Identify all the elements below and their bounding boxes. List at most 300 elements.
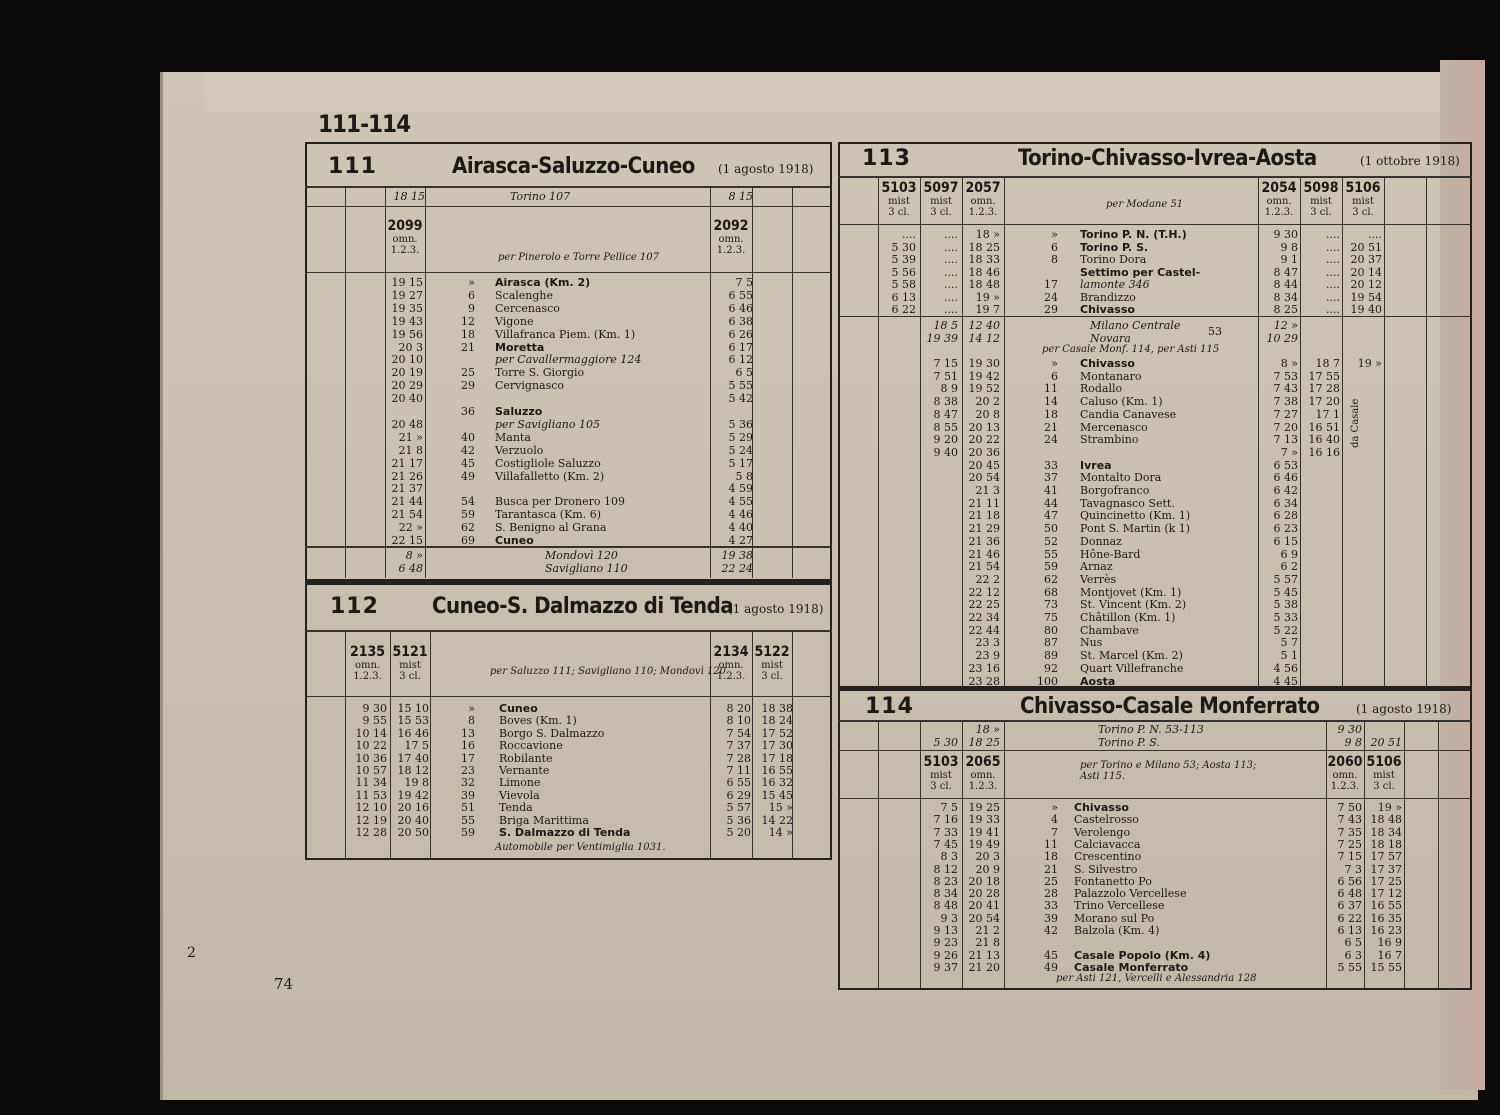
station-name: Candia Canavese	[1080, 407, 1177, 421]
train-class: 3 cl.	[399, 671, 421, 682]
arrival-time: 5 20	[726, 826, 751, 839]
table-row	[838, 887, 1472, 900]
station-name: Boves (Km. 1)	[499, 714, 577, 728]
km: 7	[1051, 825, 1058, 839]
departure-time: 18 48	[968, 278, 1000, 291]
departure-time: 11 34	[355, 776, 387, 790]
table-row	[838, 850, 1472, 863]
arrival-time: 9 8	[1280, 240, 1298, 254]
table-114-title: Chivasso-Casale Monferrato	[1020, 694, 1320, 719]
rule	[838, 798, 1472, 799]
departure-time: 19 8	[404, 776, 429, 790]
table-row	[838, 395, 1472, 408]
departure-time: 9 20	[933, 433, 958, 447]
arrival-time: 7 27	[1273, 407, 1298, 421]
arrival-time: 16 51	[1308, 420, 1340, 434]
departure-time: 10 14	[355, 726, 387, 740]
station-name: Pont S. Martin (k 1)	[1080, 522, 1191, 536]
departure-time: 20 9	[975, 862, 1000, 876]
table-row	[838, 484, 1472, 497]
departure-time: 7 45	[933, 837, 958, 851]
arrival-time: 7 13	[1273, 433, 1298, 447]
table-row	[838, 961, 1472, 974]
km: 18	[1044, 407, 1058, 421]
departure-time: ....	[944, 228, 958, 241]
arrival-time: 7 53	[1273, 369, 1298, 383]
departure-time: 6 48	[398, 562, 423, 575]
station-name: per Savigliano 105	[495, 417, 600, 431]
arrival-time: 18 24	[761, 714, 793, 728]
station-name: Morano sul Po	[1074, 911, 1155, 925]
arrival-time: 20 37	[1350, 253, 1382, 266]
arrival-time: 4 46	[728, 508, 753, 522]
arrival-time: 6 17	[728, 340, 753, 354]
arrival-time: 6 55	[726, 776, 751, 790]
arrival-time: ....	[1326, 265, 1340, 279]
train-class: 1.2.3.	[1330, 781, 1360, 792]
station-name: Montjovet (Km. 1)	[1080, 585, 1182, 599]
station-name: Villafalletto (Km. 2)	[495, 469, 605, 483]
km: 25	[461, 366, 475, 380]
table-112-date: (1 agosto 1918)	[728, 602, 824, 616]
arrival-time: ....	[1326, 240, 1340, 254]
station-name: Chivasso	[1074, 801, 1129, 814]
train-number: 2060	[1327, 754, 1363, 770]
station-name: Torino Dora	[1080, 253, 1147, 266]
departure-time: 8 23	[933, 874, 958, 888]
arrival-time: 5 33	[1273, 611, 1298, 624]
arrival-time: 7 43	[1273, 382, 1298, 396]
departure-time: 19 41	[968, 825, 1000, 839]
table-row	[305, 405, 832, 418]
arrival-time: 18 38	[761, 702, 793, 715]
arrival-time: 5 22	[1273, 623, 1298, 637]
arrival-time: 6 42	[1273, 484, 1298, 497]
train-class: mist	[888, 196, 910, 207]
departure-time: 7 16	[933, 813, 958, 827]
table-114-number: 114	[865, 694, 914, 719]
station-name: Ivrea	[1080, 458, 1112, 472]
table-row	[838, 899, 1472, 912]
table-row	[838, 446, 1472, 459]
departure-time: 20 19	[391, 366, 423, 380]
arrival-time: 18 7	[1315, 357, 1340, 370]
station-name: Roccavione	[499, 739, 563, 753]
rule	[305, 696, 832, 697]
km: 11	[1044, 382, 1058, 396]
station-name: Arnaz	[1080, 560, 1113, 574]
train-class: 1.2.3.	[353, 671, 382, 682]
arrival-time: 17 30	[761, 739, 793, 753]
departure-time: 17 5	[404, 739, 429, 753]
table-row	[305, 789, 832, 802]
km: 100	[1037, 674, 1058, 688]
departure-time: 20 29	[391, 379, 423, 393]
table-114-date: (1 agosto 1918)	[1356, 702, 1452, 716]
table-row	[838, 573, 1472, 586]
arrival-time: 6 2	[1280, 560, 1298, 574]
arrival-time: 17 55	[1308, 369, 1340, 383]
table-row	[838, 291, 1472, 304]
table-113-title: Torino-Chivasso-Ivrea-Aosta	[1018, 146, 1317, 171]
table-112-number: 112	[330, 594, 379, 619]
train-number: 2099	[387, 218, 423, 234]
departure-time: 18 25	[968, 735, 1000, 749]
departure-time: 14 12	[968, 331, 1000, 345]
departure-time: 22 25	[968, 598, 1000, 612]
departure-time: 20 18	[968, 874, 1000, 888]
station-name: Torino P. N. 53-113	[1098, 723, 1204, 736]
station-name: per Cavallermaggiore 124	[495, 353, 642, 367]
km: 16	[461, 739, 475, 753]
train-class: mist	[761, 660, 783, 671]
departure-time: 19 52	[968, 382, 1000, 396]
margin-mark: 2	[187, 945, 196, 961]
arrival-time: 16 40	[1308, 433, 1340, 447]
arrival-time: 17 28	[1308, 382, 1340, 396]
departure-time: 18 5	[933, 319, 958, 332]
arrival-time: 4 55	[728, 495, 753, 509]
departure-time: 20 16	[397, 801, 429, 815]
arrival-time: 7 25	[1337, 837, 1362, 851]
table-row	[838, 949, 1472, 962]
table-row	[838, 303, 1472, 316]
station-name: Mercenasco	[1080, 420, 1148, 434]
km: 68	[1044, 585, 1058, 599]
arrival-time: 6 37	[1337, 899, 1362, 913]
station-name: Moretta	[495, 340, 545, 354]
arrival-time: 9 8	[1344, 735, 1362, 749]
table-112-footer: Automobile per Ventimiglia 1031.	[495, 842, 666, 853]
km: 36	[461, 405, 475, 418]
station-name: Calciavacca	[1074, 837, 1141, 851]
train-class: 3 cl.	[1373, 781, 1395, 792]
station-name: Borgofranco	[1080, 484, 1150, 497]
km: 17	[1044, 278, 1058, 291]
station-name: Hône-Bard	[1080, 547, 1141, 561]
arrival-time: 6 5	[1344, 936, 1362, 950]
arrival-time: 6 38	[728, 314, 753, 328]
train-number: 2092	[713, 218, 749, 234]
table-row	[305, 470, 832, 483]
arrival-time: 6 26	[728, 327, 753, 341]
km: 21	[461, 340, 475, 354]
departure-time: 6 22	[891, 303, 916, 316]
departure-time: 22 12	[968, 585, 1000, 599]
departure-time: 21 46	[968, 547, 1000, 561]
station-name: Savigliano 110	[545, 562, 628, 575]
table-row	[838, 332, 1472, 345]
table-row	[305, 276, 832, 289]
arrival-time: 5 42	[728, 392, 753, 406]
train-class: 1.2.3.	[390, 245, 420, 256]
arrival-time: 4 40	[728, 521, 753, 535]
km: »	[1051, 801, 1058, 814]
arrival-time: 9 30	[1337, 723, 1362, 736]
table-row	[838, 675, 1472, 688]
train-class: omn.	[718, 660, 744, 671]
arrival-time: 9 1	[1280, 253, 1298, 266]
km: 51	[461, 801, 475, 815]
departure-time: 18 25	[968, 240, 1000, 254]
departure-time: 20 41	[968, 899, 1000, 913]
train-number: 2065	[965, 754, 1001, 770]
km: 73	[1044, 598, 1058, 612]
station-name: Airasca (Km. 2)	[495, 276, 591, 289]
departure-time: 21 29	[968, 522, 1000, 536]
station-name: Verrès	[1080, 572, 1117, 586]
station-name: Crescentino	[1074, 850, 1142, 864]
arrival-time: 16 55	[761, 764, 793, 777]
station-name: Donnaz	[1080, 534, 1122, 548]
train-2099-header	[386, 218, 424, 256]
table-row	[838, 801, 1472, 814]
km: 49	[461, 469, 475, 483]
departure-time: ....	[944, 253, 958, 266]
departure-time: 21 2	[975, 924, 1000, 937]
arrival-time: 7 5	[735, 276, 753, 289]
km: 23	[461, 764, 475, 777]
station-name: Quart Villefranche	[1080, 661, 1184, 675]
arrival-time: 17 20	[1308, 395, 1340, 409]
km: 4	[1051, 813, 1058, 827]
km: 47	[1044, 509, 1058, 523]
arrival-time: 14 »	[768, 826, 793, 839]
table-row	[838, 912, 1472, 925]
arrival-time: 16 55	[1370, 899, 1402, 913]
arrival-time: 6 48	[1337, 887, 1362, 901]
departure-time: 19 43	[391, 314, 423, 328]
station-name: Tarantasca (Km. 6)	[495, 508, 602, 522]
station-name: lamonte 346	[1080, 278, 1150, 291]
station-name: Casale Monferrato	[1074, 960, 1189, 974]
rule	[838, 750, 1472, 751]
departure-time: 6 13	[891, 290, 916, 304]
km: 21	[1044, 862, 1058, 876]
arrival-time: 5 57	[1273, 572, 1298, 586]
departure-time: 5 58	[891, 278, 916, 291]
table-row	[838, 826, 1472, 839]
table-row	[305, 315, 832, 328]
arrival-time: 5 36	[728, 417, 753, 431]
arrival-time: 7 43	[1337, 813, 1362, 827]
arrival-time: 14 22	[761, 813, 793, 827]
arrival-time: 7 3	[1344, 862, 1362, 876]
km: 55	[1044, 547, 1058, 561]
table-row	[305, 562, 832, 575]
departure-time: 21 18	[968, 509, 1000, 523]
arrival-time: 8 20	[726, 702, 751, 715]
km: 59	[1044, 560, 1058, 574]
table-114-footer: per Asti 121, Vercelli e Alessandria 128	[1056, 973, 1257, 984]
departure-time: 5 30	[891, 240, 916, 254]
km: 24	[1044, 290, 1058, 304]
km: 89	[1044, 649, 1058, 663]
table-row	[838, 357, 1472, 370]
train-number: 5122	[754, 644, 790, 660]
station-name: Cercenasco	[495, 301, 560, 315]
departure-time: 8 »	[405, 549, 423, 562]
arrival-time: 6 29	[726, 788, 751, 802]
arrival-time: 8 34	[1273, 290, 1298, 304]
arrival-time: 5 57	[726, 801, 751, 815]
table-row	[305, 302, 832, 315]
station-name: St. Vincent (Km. 2)	[1080, 598, 1187, 612]
km: 33	[1044, 458, 1058, 472]
arrival-time: 7 35	[1337, 825, 1362, 839]
arrival-time: 18 34	[1370, 825, 1402, 839]
table-row	[305, 776, 832, 789]
rule	[305, 546, 832, 548]
station-name: Limone	[499, 776, 541, 790]
arrival-time: 16 16	[1308, 445, 1340, 459]
station-name: Trino Vercellese	[1074, 899, 1165, 913]
arrival-time: 12 »	[1273, 319, 1298, 332]
table-row	[305, 714, 832, 727]
arrival-time: 15 »	[768, 801, 793, 815]
train-class: 3 cl.	[1310, 207, 1332, 218]
departure-time: 5 39	[891, 253, 916, 266]
departure-time: 5 30	[933, 735, 958, 749]
train-5106-header	[1343, 180, 1383, 218]
departure-time: 8 12	[933, 862, 958, 876]
station-name: Châtillon (Km. 1)	[1080, 611, 1176, 624]
departure-time: 12 40	[968, 319, 1000, 332]
table-row	[305, 826, 832, 839]
table-row	[305, 702, 832, 715]
km: 11	[1044, 837, 1058, 851]
table-row	[838, 370, 1472, 383]
rule	[838, 176, 1472, 178]
train-class: mist	[1310, 196, 1332, 207]
km: 80	[1044, 623, 1058, 637]
table-row	[305, 521, 832, 534]
rule	[305, 272, 832, 273]
departure-time: 20 8	[975, 407, 1000, 421]
arrival-time: 5 38	[1273, 598, 1298, 612]
arrival-time: 8 44	[1273, 278, 1298, 291]
departure-time: 9 37	[933, 960, 958, 974]
train-class: omn.	[718, 234, 744, 245]
departure-time: 21 37	[391, 482, 423, 496]
table-row	[305, 801, 832, 814]
table-row	[838, 253, 1472, 266]
train-number: 5097	[923, 180, 959, 196]
arrival-time: 15 55	[1370, 960, 1402, 974]
departure-time: 10 57	[355, 764, 387, 777]
train-number: 5106	[1345, 180, 1381, 196]
table-row	[305, 379, 832, 392]
arrival-time: 5 55	[1337, 960, 1362, 974]
train-class: mist	[1373, 770, 1395, 781]
departure-time: 7 5	[940, 801, 958, 814]
departure-time: 10 36	[355, 751, 387, 765]
km: 40	[461, 430, 475, 444]
departure-time: 21 54	[968, 560, 1000, 574]
train-class: omn.	[970, 196, 996, 207]
table-row	[305, 341, 832, 354]
arrival-time: 5 24	[728, 443, 753, 457]
train-5103-header	[879, 180, 919, 218]
table-row	[838, 813, 1472, 826]
km: 69	[461, 534, 475, 547]
departure-time: 21 »	[398, 430, 423, 444]
table-114-header-note: per Torino e Milano 53; Aosta 113; Asti 115.	[1080, 760, 1257, 782]
train-class: 1.2.3.	[1264, 207, 1294, 218]
train-2092-header	[711, 218, 751, 256]
table-row	[838, 924, 1472, 937]
station-name: Torino P. S.	[1080, 240, 1149, 254]
km: 29	[1044, 303, 1058, 316]
station-name: Quincinetto (Km. 1)	[1080, 509, 1191, 523]
departure-time: ....	[944, 265, 958, 279]
da-casale-label: da Casale	[1350, 398, 1361, 448]
departure-time: 16 46	[397, 726, 429, 740]
km: 17	[461, 751, 475, 765]
table-row	[838, 319, 1472, 332]
departure-time: 12 10	[355, 801, 387, 815]
arrival-time: 5 7	[1280, 636, 1298, 650]
departure-time: 10 22	[355, 739, 387, 753]
station-name: St. Marcel (Km. 2)	[1080, 649, 1183, 663]
arrival-time: 22 24	[721, 562, 753, 575]
table-113-casale-note: per Casale Monf. 114, per Asti 115	[1042, 344, 1220, 355]
km: 18	[1044, 850, 1058, 864]
station-name: Verzuolo	[495, 443, 544, 457]
departure-time: 22 2	[975, 572, 1000, 586]
departure-time: 18 33	[968, 253, 1000, 266]
station-name: Costigliole Saluzzo	[495, 456, 601, 470]
table-row	[838, 548, 1472, 561]
arrival-time: 5 8	[735, 469, 753, 483]
arrival-time: 17 25	[1370, 874, 1402, 888]
station-name: Torino P. N. (T.H.)	[1080, 228, 1187, 241]
arrival-time: 6 23	[1273, 522, 1298, 536]
station-name: Saluzzo	[495, 405, 543, 418]
table-row	[838, 266, 1472, 279]
station-name: Castelrosso	[1074, 813, 1139, 827]
departure-time: 7 33	[933, 825, 958, 839]
arrival-time: 8 »	[1280, 357, 1298, 370]
table-row	[305, 444, 832, 457]
table-row	[305, 739, 832, 752]
departure-time: 22 44	[968, 623, 1000, 637]
departure-time: 21 17	[391, 456, 423, 470]
table-113-header-note: per Modane 51	[1106, 199, 1184, 210]
table-row	[838, 649, 1472, 662]
rule	[838, 224, 1472, 225]
table-row	[838, 509, 1472, 522]
train-2057-header	[963, 180, 1003, 218]
km: 29	[461, 379, 475, 393]
arrival-time: 8 10	[726, 714, 751, 728]
arrival-time: 16 7	[1377, 948, 1402, 962]
departure-time: 20 28	[968, 887, 1000, 901]
train-class: 3 cl.	[930, 781, 952, 792]
table-112-title: Cuneo-S. Dalmazzo di Tenda	[432, 594, 734, 619]
station-name: Caluso (Km. 1)	[1080, 395, 1163, 409]
arrival-time: 5 36	[726, 813, 751, 827]
arrival-time: 16 32	[761, 776, 793, 790]
arrival-time: 20 51	[1370, 735, 1402, 749]
km: 62	[1044, 572, 1058, 586]
departure-time: 18 »	[975, 723, 1000, 736]
station-name: Rodallo	[1080, 382, 1123, 396]
arrival-time: 7 15	[1337, 850, 1362, 864]
departure-time: 21 44	[391, 495, 423, 509]
table-row	[305, 752, 832, 765]
station-name: S. Silvestro	[1074, 862, 1138, 876]
